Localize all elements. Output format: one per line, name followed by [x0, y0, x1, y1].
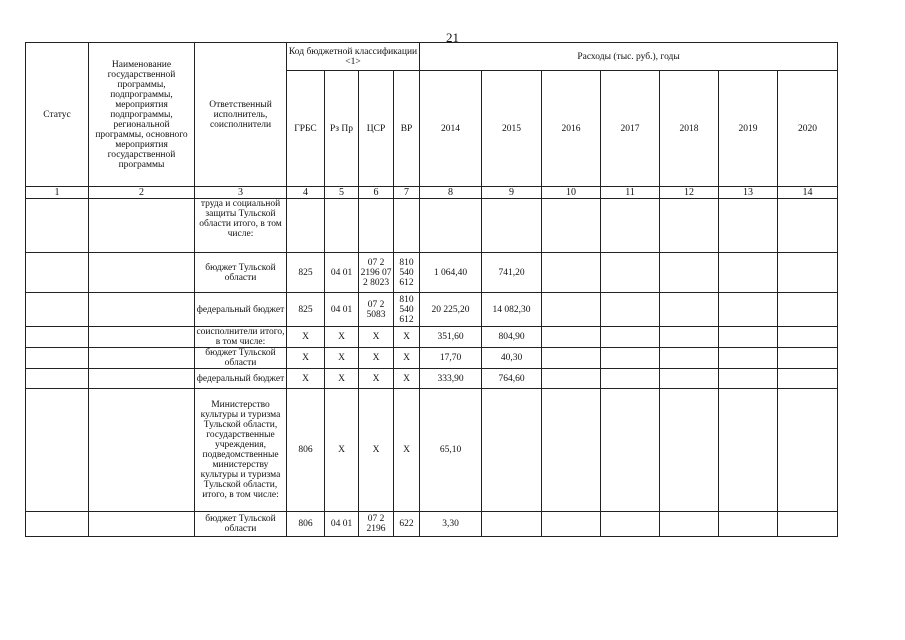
- table-row: [26, 389, 838, 512]
- grbs-cell: 825: [287, 293, 325, 327]
- value-cell: [719, 327, 778, 348]
- column-number: 6: [359, 187, 394, 199]
- value-cell: [719, 369, 778, 389]
- value-cell: [542, 253, 601, 293]
- vr-cell: X: [394, 389, 420, 512]
- csr-cell: X: [359, 369, 394, 389]
- value-cell: [778, 253, 838, 293]
- name-cell: [89, 389, 195, 512]
- value-cell: [542, 369, 601, 389]
- responsible-cell: соисполнители итого, в том числе:: [196, 327, 285, 347]
- value-cell: [601, 293, 660, 327]
- year-header: 2019: [719, 71, 778, 187]
- responsible-cell: федеральный бюджет: [195, 293, 287, 327]
- grbs-cell: [287, 199, 325, 253]
- column-number: 7: [394, 187, 420, 199]
- rzpr-cell: 04 01: [325, 293, 359, 327]
- status-cell: [26, 199, 89, 253]
- table-row: [26, 369, 838, 389]
- value-cell: [660, 199, 719, 253]
- name-cell: [89, 327, 195, 348]
- value-cell: [542, 199, 601, 253]
- status-cell: [26, 512, 89, 537]
- grbs-cell: X: [287, 327, 325, 348]
- value-cell: [778, 199, 838, 253]
- csr-cell: X: [359, 348, 394, 369]
- value-2014-cell: 1 064,40: [420, 253, 482, 293]
- value-2015-cell: 764,60: [482, 369, 542, 389]
- rzpr-header: Рз Пр: [325, 71, 359, 187]
- year-header: 2015: [482, 71, 542, 187]
- value-cell: [660, 369, 719, 389]
- value-cell: [542, 348, 601, 369]
- value-cell: [601, 389, 660, 512]
- grbs-cell: X: [287, 348, 325, 369]
- status-cell: [26, 348, 89, 369]
- value-cell: [719, 389, 778, 512]
- value-2015-cell: [482, 389, 542, 512]
- responsible-cell: бюджет Тульской области: [195, 348, 287, 369]
- budget-code-header: Код бюджетной классификации <1>: [287, 43, 420, 71]
- table-row: [26, 199, 838, 253]
- value-2015-cell: 804,90: [482, 327, 542, 348]
- value-cell: [660, 293, 719, 327]
- vr-cell: X: [394, 369, 420, 389]
- expenses-header: Расходы (тыс. руб.), годы: [420, 43, 838, 71]
- column-number: 8: [420, 187, 482, 199]
- value-cell: [778, 327, 838, 348]
- column-number: 12: [660, 187, 719, 199]
- csr-cell: X: [359, 389, 394, 512]
- status-cell: [26, 253, 89, 293]
- value-cell: [601, 512, 660, 537]
- value-cell: [719, 512, 778, 537]
- value-cell: [660, 348, 719, 369]
- column-number: 3: [195, 187, 287, 199]
- status-cell: [26, 389, 89, 512]
- rzpr-cell: 04 01: [325, 512, 359, 537]
- value-cell: [542, 327, 601, 348]
- page-number: 21: [446, 30, 459, 45]
- status-header: Статус: [26, 43, 89, 187]
- value-cell: [778, 389, 838, 512]
- vr-cell: [394, 199, 420, 253]
- grbs-cell: 806: [287, 512, 325, 537]
- rzpr-cell: X: [325, 389, 359, 512]
- rzpr-cell: X: [325, 348, 359, 369]
- column-number: 1: [26, 187, 89, 199]
- value-cell: [660, 253, 719, 293]
- value-cell: [660, 327, 719, 348]
- vr-cell: 810 540 612: [394, 253, 420, 293]
- rzpr-cell: 04 01: [325, 253, 359, 293]
- year-header: 2016: [542, 71, 601, 187]
- vr-cell: 810 540 612: [394, 293, 420, 327]
- vr-cell: 622: [394, 512, 420, 537]
- value-cell: [542, 389, 601, 512]
- name-cell: [89, 348, 195, 369]
- value-cell: [660, 512, 719, 537]
- column-number: 10: [542, 187, 601, 199]
- responsible-header: Ответственный исполнитель, соисполнители: [195, 43, 287, 187]
- column-number: 11: [601, 187, 660, 199]
- responsible-cell: труда и социальной защиты Тульской области итого, в том числе:: [195, 199, 287, 253]
- column-number: 5: [325, 187, 359, 199]
- value-2014-cell: 65,10: [420, 389, 482, 512]
- vr-cell: X: [394, 327, 420, 348]
- name-cell: [89, 199, 195, 253]
- column-number: 13: [719, 187, 778, 199]
- value-2014-cell: 17,70: [420, 348, 482, 369]
- rzpr-cell: [325, 199, 359, 253]
- value-cell: [601, 253, 660, 293]
- status-cell: [26, 369, 89, 389]
- value-2014-cell: 333,90: [420, 369, 482, 389]
- budget-table: [25, 42, 838, 537]
- csr-cell: X: [359, 327, 394, 348]
- name-cell: [89, 512, 195, 537]
- name-cell: [89, 369, 195, 389]
- csr-header: ЦСР: [359, 71, 394, 187]
- grbs-cell: X: [287, 369, 325, 389]
- value-cell: [778, 369, 838, 389]
- value-cell: [719, 348, 778, 369]
- value-2015-cell: [482, 512, 542, 537]
- value-cell: [778, 512, 838, 537]
- responsible-cell: бюджет Тульской области: [195, 253, 287, 293]
- value-cell: [601, 369, 660, 389]
- csr-cell: [359, 199, 394, 253]
- table-row: [26, 327, 838, 348]
- table-row: [26, 348, 838, 369]
- value-cell: [778, 293, 838, 327]
- vr-cell: X: [394, 348, 420, 369]
- name-header: Наименование государственной программы, подпрограммы, мероприятия подпрограммы, региональной программы, основного мероприятия государственной программы: [89, 43, 195, 187]
- name-cell: [89, 293, 195, 327]
- column-number: 2: [89, 187, 195, 199]
- value-2014-cell: 20 225,20: [420, 293, 482, 327]
- value-2014-cell: [420, 199, 482, 253]
- value-2014-cell: 3,30: [420, 512, 482, 537]
- grbs-header: ГРБС: [287, 71, 325, 187]
- value-2015-cell: 14 082,30: [482, 293, 542, 327]
- rzpr-cell: X: [325, 327, 359, 348]
- rzpr-cell: X: [325, 369, 359, 389]
- value-cell: [778, 348, 838, 369]
- column-number: 4: [287, 187, 325, 199]
- responsible-cell: Министерство культуры и туризма Тульской области, государственные учреждения, подведомственные министерству культуры и туризма Тульской области, итого, в том числе:: [195, 389, 287, 512]
- value-cell: [719, 199, 778, 253]
- table-row: [26, 293, 838, 327]
- responsible-cell: бюджет Тульской области: [195, 512, 287, 537]
- value-cell: [719, 293, 778, 327]
- table-row: [26, 253, 838, 293]
- status-cell: [26, 293, 89, 327]
- vr-header: ВР: [394, 71, 420, 187]
- year-header: 2020: [778, 71, 838, 187]
- year-header: 2014: [420, 71, 482, 187]
- value-cell: [542, 512, 601, 537]
- status-cell: [26, 327, 89, 348]
- csr-cell: 07 2 5083: [359, 293, 394, 327]
- column-number: 9: [482, 187, 542, 199]
- value-cell: [601, 327, 660, 348]
- year-header: 2018: [660, 71, 719, 187]
- csr-cell: 07 2 2196 07 2 8023: [359, 253, 394, 293]
- value-cell: [660, 389, 719, 512]
- column-number: 14: [778, 187, 838, 199]
- value-2015-cell: 741,20: [482, 253, 542, 293]
- responsible-cell: федеральный бюджет: [195, 369, 287, 389]
- table-row: [26, 512, 838, 537]
- year-header: 2017: [601, 71, 660, 187]
- name-cell: [89, 253, 195, 293]
- value-cell: [719, 253, 778, 293]
- csr-cell: 07 2 2196: [359, 512, 394, 537]
- value-cell: [601, 199, 660, 253]
- value-2015-cell: 40,30: [482, 348, 542, 369]
- value-cell: [542, 293, 601, 327]
- value-2015-cell: [482, 199, 542, 253]
- grbs-cell: 806: [287, 389, 325, 512]
- column-number-row: [26, 187, 838, 199]
- value-cell: [601, 348, 660, 369]
- grbs-cell: 825: [287, 253, 325, 293]
- value-2014-cell: 351,60: [420, 327, 482, 348]
